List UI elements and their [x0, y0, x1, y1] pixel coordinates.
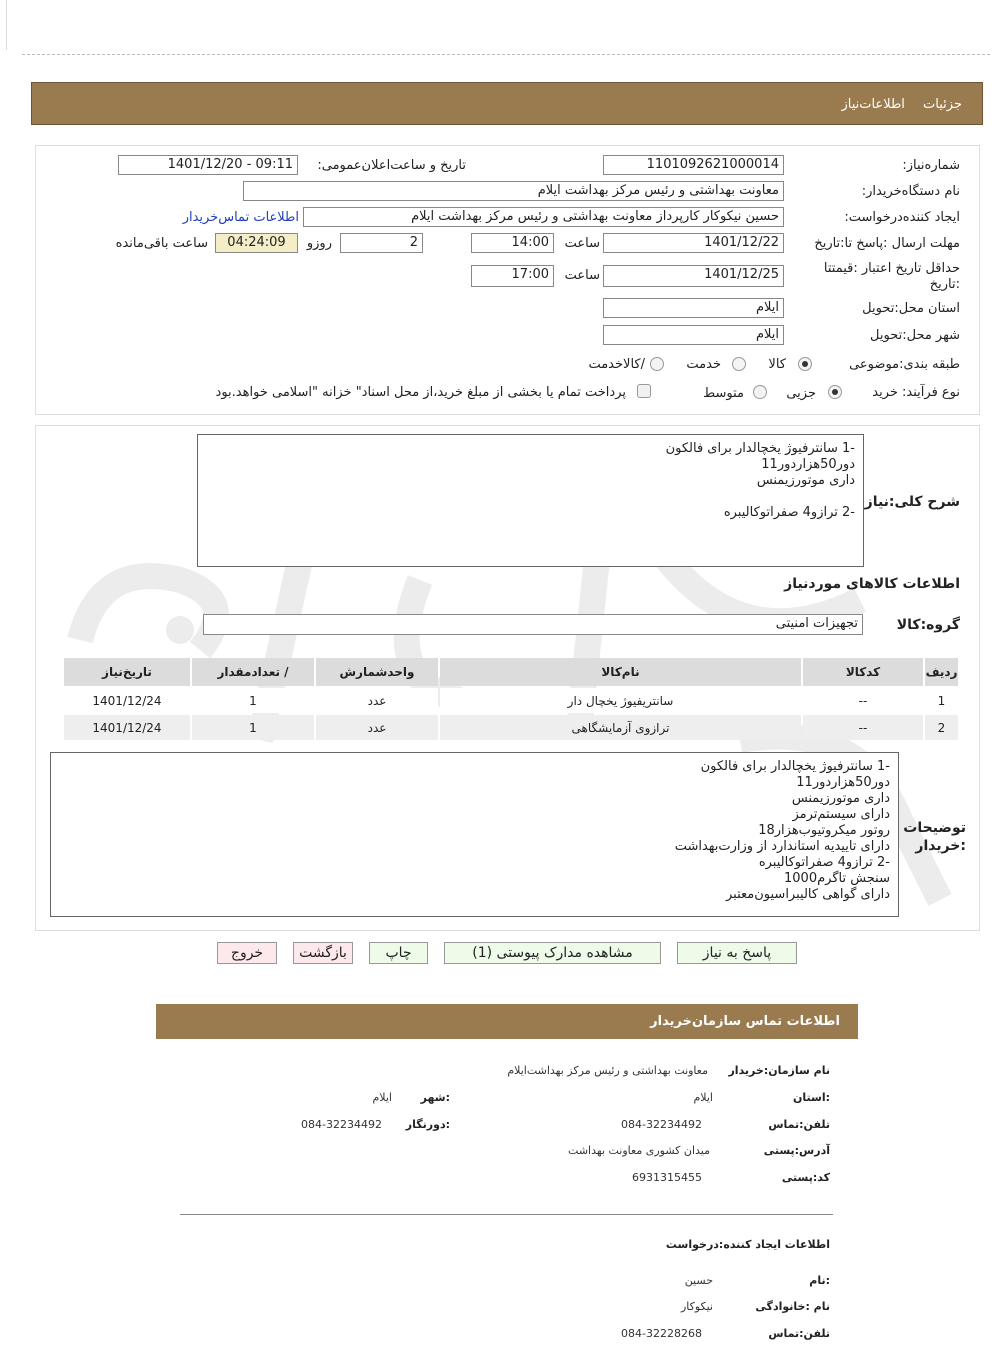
buyer-notes-label-2: :خریدار [915, 838, 966, 854]
breadcrumb [31, 82, 983, 125]
buyer-notes-line: دارای سیستم‌ترمز [792, 807, 890, 822]
cell-unit: عدد [316, 715, 438, 740]
deadline-time-field: 14:00 [471, 233, 554, 253]
creator-phone-value: 084-32228268 [621, 1327, 702, 1340]
process-partial-radio[interactable] [828, 385, 842, 399]
city-label: شهر محل:تحویل [870, 328, 960, 343]
cell-name: سانتریفیوژ یخچال دار [440, 688, 801, 713]
category-goods-label: کالا [768, 357, 786, 372]
contact-divider [180, 1214, 833, 1215]
category-label: طبقه بندی:موضوعی [849, 357, 960, 372]
description-line: -2 ترازو4 صفراتوکالیبره [723, 505, 855, 520]
cell-date: 1401/12/24 [64, 715, 190, 740]
breadcrumb-details[interactable]: جزئیات [923, 97, 962, 112]
creator-phone-label: تلفن:تماس [768, 1327, 830, 1340]
left-edge-line [6, 0, 7, 50]
validity-time-label: ساعت [564, 268, 600, 283]
requester-label: ایجاد کننده‌درخواست: [844, 210, 960, 225]
need-number-label: شماره‌نیاز: [902, 158, 960, 173]
col-code: کدکالا [803, 658, 923, 686]
creator-name-value: حسین [684, 1274, 713, 1287]
province-contact-label: :استان [793, 1091, 830, 1104]
days-label: روزو [306, 236, 332, 251]
phone-value: 084-32234492 [621, 1118, 702, 1131]
contact-section-header: اطلاعات تماس سازمان‌خریدار [156, 1004, 858, 1039]
validity-time-field: 17:00 [471, 265, 554, 287]
city-contact-label: :شهر [420, 1091, 450, 1104]
payment-checkbox[interactable] [637, 384, 651, 398]
remaining-label: ساعت باقی‌مانده [115, 236, 208, 251]
buyer-org-label: نام دستگاه‌خریدار: [861, 184, 960, 199]
goods-table [62, 656, 960, 742]
city-field: ایلام [603, 325, 784, 345]
description-line: -1 سانترفیوژ یخچالدار برای فالکون [665, 441, 855, 456]
validity-date-field: 1401/12/25 [603, 265, 784, 287]
province-contact-value: ایلام [693, 1091, 713, 1104]
requester-field: حسین نیکوکار کارپرداز معاونت بهداشتی و رئیس مرکز بهداشت ایلام [303, 207, 784, 227]
buyer-notes-line: روتور میکروتیوب‌هزار18 [758, 823, 890, 838]
buyer-notes-line: دارای تاییدیه استاندارد از وزارت‌بهداشت [674, 839, 890, 854]
creator-name-label: :نام [809, 1274, 830, 1287]
process-medium-label: متوسط [703, 386, 744, 401]
creator-family-label: نام :خانوادگی [755, 1300, 830, 1313]
buyer-notes-line: داری موتورزیمنس [791, 791, 890, 806]
deadline-label: مهلت ارسال :پاسخ تا:تاریخ [814, 236, 960, 251]
cell-row: 2 [925, 715, 958, 740]
buyer-notes-line: سنجش تاگرم1000 [784, 871, 890, 886]
buyer-notes-line: -2 ترازو4 صفراتوکالیبره [758, 855, 890, 870]
col-name: نام‌کالا [440, 658, 801, 686]
goods-title: اطلاعات کالاهای موردنیاز [784, 576, 960, 592]
table-row[interactable] [64, 715, 958, 740]
buyer-notes-line: دور50هزاردور11 [796, 775, 890, 790]
top-dashed-divider [22, 54, 990, 55]
table-row[interactable] [64, 688, 958, 713]
description-label: شرح کلی:نیاز [864, 494, 960, 510]
cell-row: 1 [925, 688, 958, 713]
buyer-org-field: معاونت بهداشتی و رئیس مرکز بهداشت ایلام [243, 181, 784, 201]
cell-name: ترازوی آزمایشگاهی [440, 715, 801, 740]
goods-group-field: تجهیزات امنیتی [203, 614, 863, 635]
province-field: ایلام [603, 298, 784, 318]
description-line: دور50هزاردور11 [761, 457, 855, 472]
goods-table-header [64, 658, 958, 686]
cell-date: 1401/12/24 [64, 688, 190, 713]
cell-qty: 1 [192, 715, 314, 740]
address-value: میدان کشوری معاونت بهداشت [568, 1144, 710, 1157]
days-field: 2 [340, 233, 423, 253]
col-qty: / تعدادمقدار [192, 658, 314, 686]
process-partial-label: جزیی [786, 386, 816, 401]
creator-title: اطلاعات ایجاد کننده:درخواست [665, 1238, 830, 1251]
creator-family-value: نیکوکار [680, 1300, 713, 1313]
org-value: معاونت بهداشتی و رئیس مرکز بهداشت‌ایلام [507, 1064, 708, 1077]
validity-label-1: حداقل تاریخ اعتبار :قیمتتا [823, 261, 960, 276]
col-row: ردیف [925, 658, 958, 686]
deadline-date-field: 1401/12/22 [603, 233, 784, 253]
category-service-label: خدمت [686, 357, 721, 372]
col-date: تاریخ‌نیاز [64, 658, 190, 686]
need-number-field: 1101092621000014 [603, 155, 784, 175]
cell-unit: عدد [316, 688, 438, 713]
goods-group-label: گروه:کالا [896, 617, 960, 633]
buyer-notes-label-1: توضیحات [903, 820, 966, 836]
buyer-notes-line: -1 سانترفیوژ یخچالدار برای فالکون [700, 759, 890, 774]
postal-label: کد:پستی [781, 1171, 830, 1184]
description-line: داری موتورزیمنس [756, 473, 855, 488]
org-label: نام سازمان:خریدار [728, 1064, 830, 1077]
cell-code: -- [803, 688, 923, 713]
col-unit: واحدشمارش [316, 658, 438, 686]
buyer-notes-line: دارای گواهی کالیبراسیون‌معتبر [725, 887, 890, 902]
cell-code: -- [803, 715, 923, 740]
cell-qty: 1 [192, 688, 314, 713]
fax-value: 084-32234492 [301, 1118, 382, 1131]
category-service-radio[interactable] [732, 357, 746, 371]
category-both-radio[interactable] [650, 357, 664, 371]
phone-label: تلفن:تماس [768, 1118, 830, 1131]
description-textarea [197, 434, 864, 567]
announce-label: تاریخ و ساعت‌اعلان‌عمومی: [317, 158, 466, 173]
category-both-label: /کالاخدمت [588, 357, 645, 372]
postal-value: 6931315455 [632, 1171, 702, 1184]
address-label: آدرس:پستی [763, 1144, 830, 1157]
payment-note: پرداخت تمام یا بخشی از مبلغ خرید،از محل اسناد" خزانه "اسلامی خواهد.بود [215, 385, 626, 400]
exit-button[interactable]: خروج [217, 942, 277, 964]
back-button[interactable]: بازگشت [293, 942, 353, 964]
deadline-time-label: ساعت [564, 236, 600, 251]
validity-label-2: :تاریخ [929, 277, 960, 292]
city-contact-value: ایلام [372, 1091, 392, 1104]
print-button[interactable]: چاپ [369, 942, 428, 964]
contact-buyer-link[interactable]: اطلاعات تماس‌خریدار [182, 210, 299, 225]
breadcrumb-need-info[interactable]: اطلاعات‌نیاز [841, 97, 905, 112]
process-medium-radio[interactable] [753, 385, 767, 399]
announce-field: 1401/12/20 - 09:11 [118, 155, 298, 175]
process-label: نوع فرآیند: خرید [872, 385, 960, 400]
buyer-notes-textarea [50, 752, 899, 917]
fax-label: :دورنگار [405, 1118, 450, 1131]
province-label: استان محل:تحویل [862, 301, 960, 316]
category-goods-radio[interactable] [798, 357, 812, 371]
description-line [206, 489, 855, 505]
attachments-button[interactable]: مشاهده مدارک پیوستی (1) [444, 942, 661, 964]
remaining-time: 04:24:09 [215, 233, 298, 253]
reply-button[interactable]: پاسخ به نیاز [677, 942, 797, 964]
